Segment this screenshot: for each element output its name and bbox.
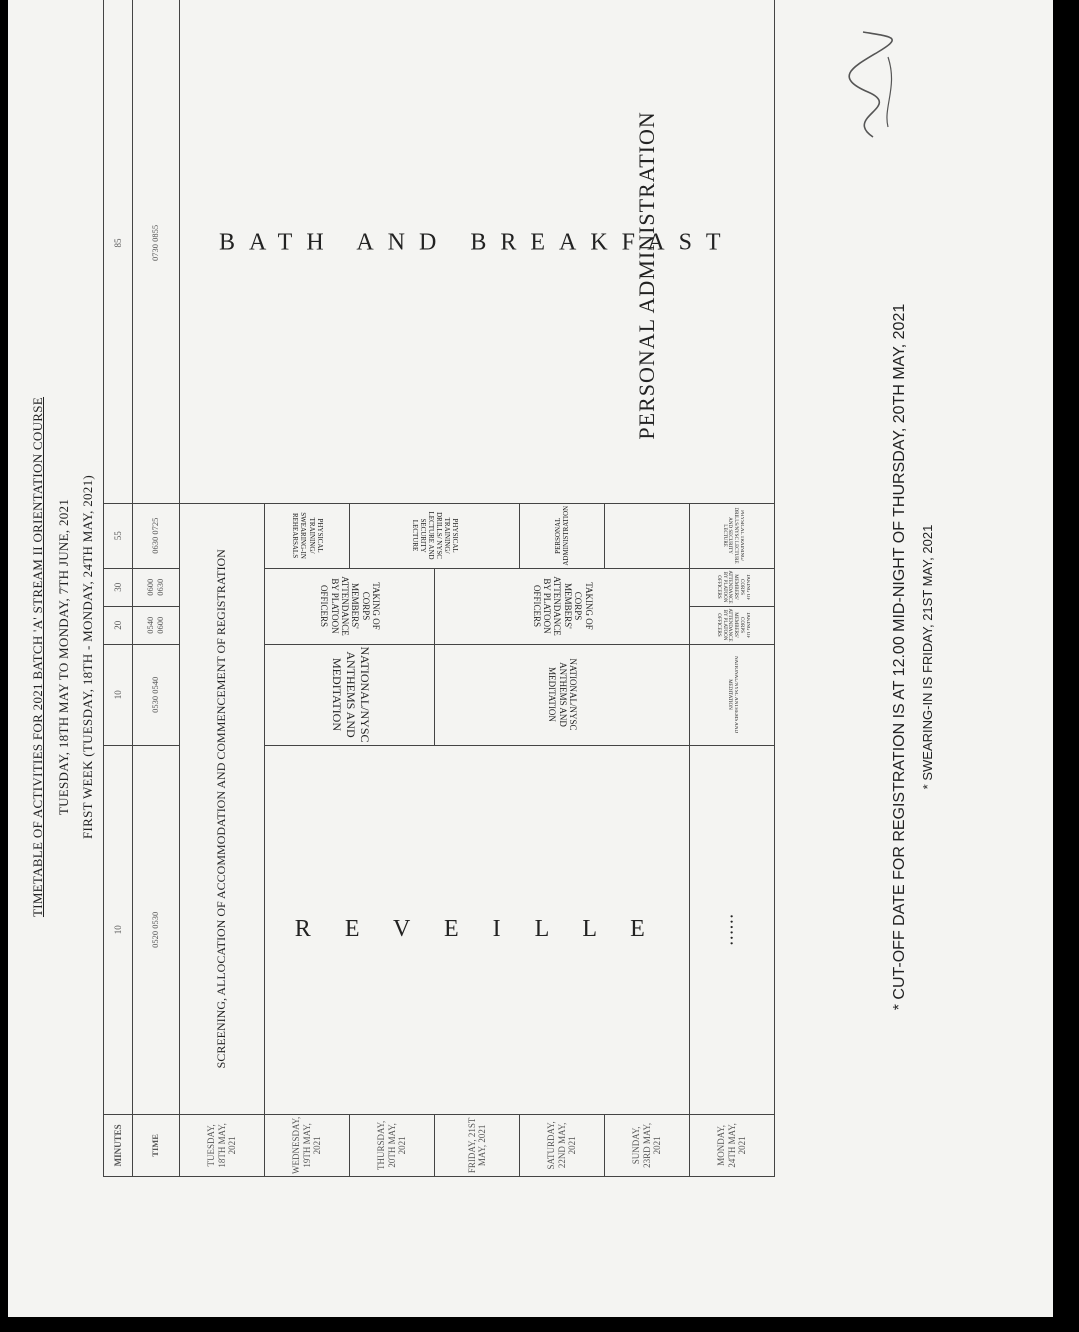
scanned-page xyxy=(8,0,1053,1317)
monday-attendance-cell: TAKING OF CORPS MEMBERS' ATTENDANCE BY PLATOON OFFICERS xyxy=(690,606,775,644)
day-label: THURSDAY, 20TH MAY, 2021 xyxy=(350,1114,435,1176)
time-cell: 0630 0725 xyxy=(133,503,180,568)
day-label: TUESDAY, 18TH MAY, 2021 xyxy=(180,1114,265,1176)
monday-anthems-cell: NATIONAL/NYSC ANTHEMS AND MEDITATION xyxy=(690,644,775,745)
monday-pt-cell: PHYSICAL TRAINING/ DRILLS/NYSC LECTURE AND SECURITY LECTURE xyxy=(690,503,775,568)
monday-dots-cell: • • • • • • xyxy=(690,745,775,1114)
personal-admin-small-cell: PERSONAL ADMINISTRATION xyxy=(520,503,605,568)
bath-breakfast-text: BATH AND BREAKFAST xyxy=(219,229,735,256)
time-cell: 0600 0630 xyxy=(133,568,180,606)
screening-cell: SCREENING, ALLOCATION OF ACCOMMODATION AND COMMENCEMENT OF REGISTRATION xyxy=(180,503,265,1114)
day-label: WEDNESDAY, 19TH MAY, 2021 xyxy=(265,1114,350,1176)
reveille-cell xyxy=(265,745,690,1114)
attendance-cell: TAKING OF CORPS MEMBERS' ATTENDANCE BY PLATOON OFFICERS xyxy=(265,568,435,644)
minutes-cell: 85 xyxy=(104,0,133,503)
cutoff-note: * CUT-OFF DATE FOR REGISTRATION IS AT 12.00 MID-NIGHT OF THURSDAY, 20TH MAY, 2021 xyxy=(891,303,908,1011)
timetable-table xyxy=(103,0,775,1177)
time-cell: 0730 0855 xyxy=(133,0,180,503)
minutes-row xyxy=(104,0,133,1177)
pt-rehearsals-cell: PHYSICAL TRAINING/ SWEARING-IN REHEARSALS xyxy=(265,503,350,568)
pt-drills-security-cell: PHYSICAL TRAINING/ DRILLS/ NYSC LECTURE AND SECURITY LECTURE xyxy=(350,503,520,568)
document-subtitle-week: FIRST WEEK (TUESDAY, 18TH - MONDAY, 24TH MAY, 2021) xyxy=(80,474,95,840)
time-row xyxy=(133,0,180,1177)
timetable-grid xyxy=(103,0,775,1177)
monday-attendance-cell: TAKING OF CORPS MEMBERS' ATTENDANCE BY PLATOON OFFICERS xyxy=(690,568,775,606)
anthems-cell: NATIONAL/NYSC ANTHEMS AND MEDITATION xyxy=(265,644,435,745)
minutes-cell: 55 xyxy=(104,503,133,568)
day-label: MONDAY, 24TH MAY, 2021 xyxy=(690,1114,775,1176)
minutes-cell: 30 xyxy=(104,568,133,606)
time-label: TIME xyxy=(133,1114,180,1176)
document-title: TIMETABLE OF ACTIVITIES FOR 2021 BATCH 'A' STREAM II ORIENTATION COURSE xyxy=(30,396,45,918)
minutes-cell: 20 xyxy=(104,606,133,644)
anthems-lower-cell: NATIONAL/NYSC ANTHEMS AND MEDITATION xyxy=(435,644,690,745)
minutes-cell: 10 xyxy=(104,644,133,745)
swearing-note: * SWEARING-IN IS FRIDAY, 21ST MAY, 2021 xyxy=(920,524,935,790)
minutes-cell: 10 xyxy=(104,745,133,1114)
attendance-lower-cell: TAKING OF CORPS MEMBERS' ATTENDANCE BY PLATOON OFFICERS xyxy=(435,568,690,644)
time-cell: 0530 0540 xyxy=(133,644,180,745)
day-row-tuesday xyxy=(180,0,265,1177)
time-cell: 0520 0530 xyxy=(133,745,180,1114)
document-subtitle-range: TUESDAY, 18TH MAY TO MONDAY, 7TH JUNE, 2021 xyxy=(56,498,71,816)
day-label: SUNDAY, 23RD MAY, 2021 xyxy=(605,1114,690,1176)
reveille-text: R E V E I L L E xyxy=(295,915,659,942)
personal-administration-big-cell: PERSONAL ADMINISTRATION xyxy=(605,0,690,568)
minutes-label: MINUTES xyxy=(104,1114,133,1176)
time-cell: 0540 0600 xyxy=(133,606,180,644)
rotated-timetable-sheet xyxy=(8,0,1053,1317)
day-label: FRIDAY, 21ST MAY, 2021 xyxy=(435,1114,520,1176)
day-label: SATURDAY, 22ND MAY, 2021 xyxy=(520,1114,605,1176)
handwritten-signature xyxy=(833,27,923,147)
